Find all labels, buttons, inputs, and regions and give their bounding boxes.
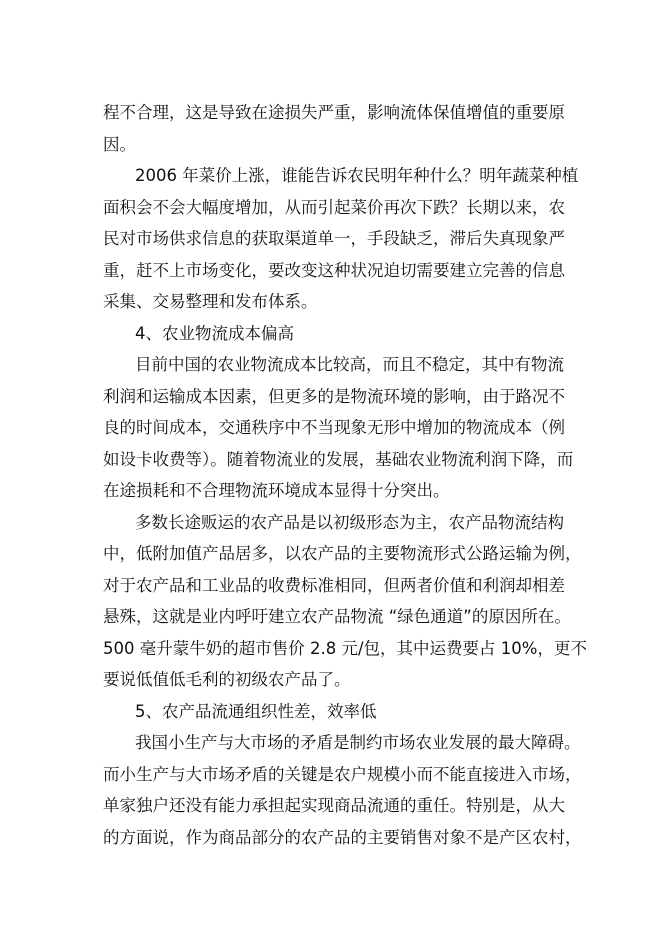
text-line: 良的时间成本，交通秩序中不当现象无形中增加的物流成本（例 [103,418,565,437]
text-line: 目前中国的农业物流成本比较高，而且不稳定，其中有物流 [135,355,564,374]
text-line: 500 毫升蒙牛奶的超市售价 2.8 元/包，其中运费要占 10%，更不 [103,639,587,658]
section-heading: 4、农业物流成本偏高 [135,324,294,343]
text-line: 多数长途贩运的农产品是以初级形态为主，农产品物流结构 [135,513,564,532]
text-line: 的方面说，作为商品部分的农产品的主要销售对象不是产区农村， [103,828,582,847]
text-line: 因。 [103,135,136,154]
text-line: 采集、交易整理和发布体系。 [103,292,318,311]
text-line: 对于农产品和工业品的收费标准相同，但两者价值和利润却相差 [103,576,565,595]
text-line: 利润和运输成本因素，但更多的是物流环境的影响，由于路况不 [103,387,565,406]
text-line: 程不合理，这是导致在途损失严重，影响流体保值增值的重要原 [103,103,565,122]
text-line: 单家独户还没有能力承担起实现商品流通的重任。特别是，从大 [103,796,565,815]
text-line: 如设卡收费等）。随着物流业的发展，基础农业物流利润下降，而 [103,450,574,469]
text-line: 而小生产与大市场矛盾的关键是农户规模小而不能直接进入市场， [103,765,582,784]
text-line: 在途损耗和不合理物流环境成本显得十分突出。 [103,481,450,500]
text-line: 面积会不会大幅度增加，从而引起菜价再次下跌？长期以来，农 [103,198,565,217]
text-line: 民对市场供求信息的获取渠道单一，手段缺乏，滞后失真现象严 [103,229,565,248]
text-line: 重，赶不上市场变化，要改变这种状况迫切需要建立完善的信息 [103,261,565,280]
text-line: 悬殊，这就是业内呼吁建立农产品物流 “绿色通道”的原因所在。 [103,607,571,626]
text-line: 2006 年菜价上涨，谁能告诉农民明年种什么？明年蔬菜种植 [135,166,579,185]
text-line: 中，低附加值产品居多，以农产品的主要物流形式公路运输为例， [103,544,582,563]
text-line: 要说低值低毛利的初级农产品了。 [103,670,351,689]
text-line: 我国小生产与大市场的矛盾是制约市场农业发展的最大障碍。 [135,733,581,752]
section-heading: 5、农产品流通组织性差，效率低 [135,702,377,721]
